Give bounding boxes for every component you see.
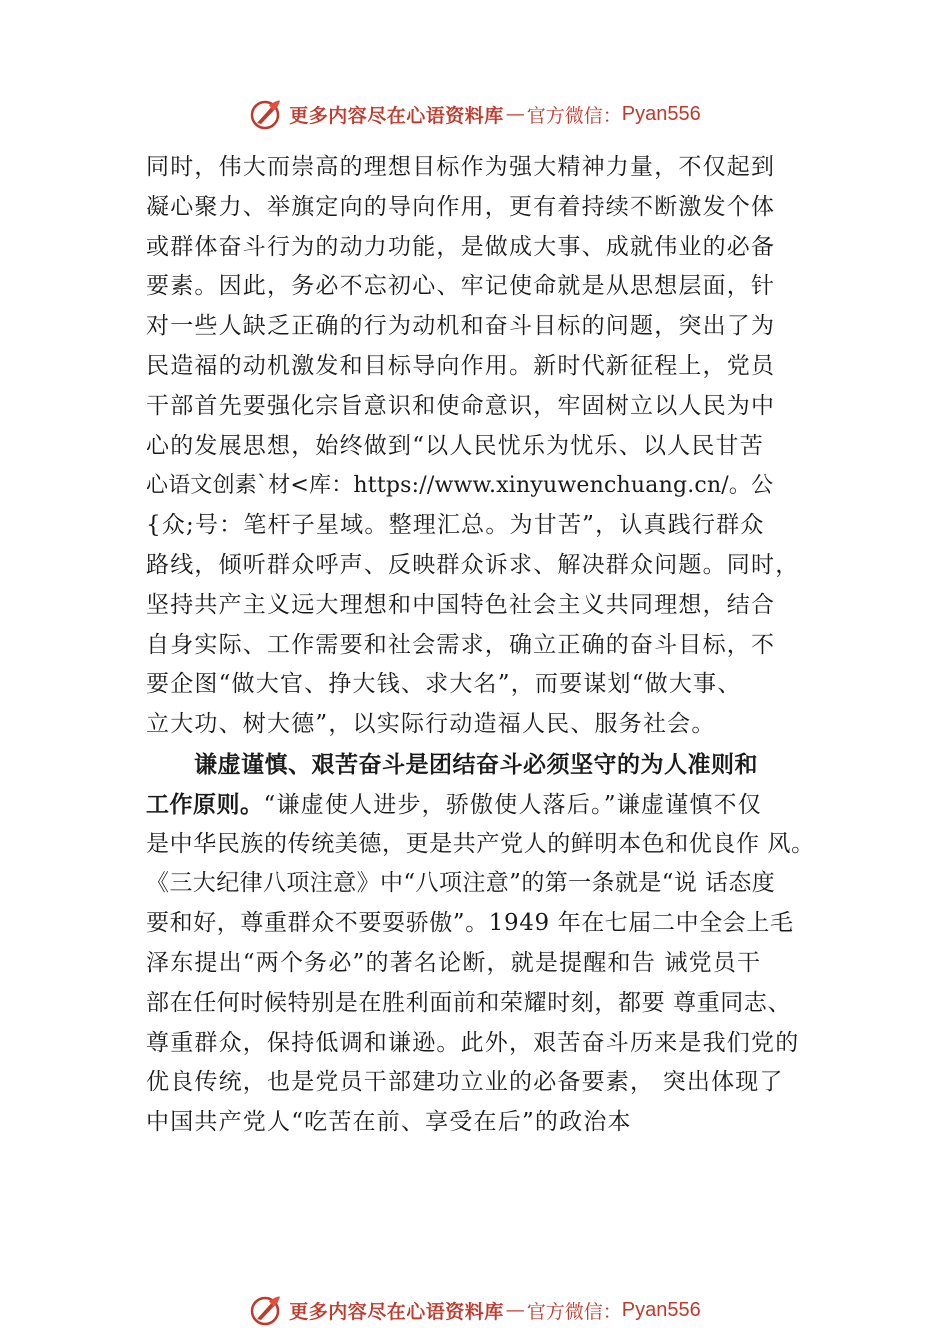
quill-logo-icon: [249, 1293, 283, 1327]
text-line: 凝心聚力、举旗定向的导向作用，更有着持续不断激发个体: [146, 193, 776, 220]
text-line: 心的发展思想，始终做到“以人民忧乐为忧乐、以人民甘苦: [146, 432, 764, 459]
bold-lead-text: 工作原则。: [146, 790, 264, 817]
text-line: 对一些人缺乏正确的行为动机和奋斗目标的问题，突出了为: [146, 313, 776, 340]
text-line: 要企图“做大官、挣大钱、求大名”，而要谋划“做大事、: [146, 671, 742, 698]
quill-logo-icon: [249, 97, 283, 131]
text-line: 干部首先要强化宗旨意识和使命意识，牢固树立以人民为中: [146, 392, 776, 419]
text-line: 中国共产党人“吃苦在前、享受在后”的政治本: [146, 1109, 632, 1136]
text-line: 民造福的动机激发和目标导向作用。新时代新征程上，党员: [146, 352, 776, 379]
text-line: 是中华民族的传统美德，更是共产党人的鲜明本色和优良作 风。: [146, 830, 815, 857]
document-body: [146, 148, 846, 1143]
header-banner: [0, 92, 950, 136]
banner-wechat-label: 官方微信：: [526, 1300, 622, 1323]
text-line: 路线，倾听群众呼声、反映群众诉求、解决群众问题。同时，: [146, 551, 800, 578]
text-line: 或群体奋斗行为的动力功能，是做成大事、成就伟业的必备: [146, 233, 776, 260]
paragraph-1: [146, 148, 846, 745]
text-line: 尊重群众，保持低调和谦逊。此外，艰苦奋斗历来是我们党的: [146, 1029, 800, 1056]
banner-wechat-id: Pyan556: [621, 1298, 701, 1321]
banner-title: 更多内容尽在心语资料库: [289, 104, 504, 127]
text-line: 《三大纪律八项注意》中“八项注意”的第一条就是“说 话态度: [146, 870, 776, 897]
banner-title: 更多内容尽在心语资料库: [289, 1300, 504, 1323]
banner-dash: —: [505, 103, 525, 125]
text-line: 立大功、树大德”，以实际行动造福人民、服务社会。: [146, 711, 716, 738]
banner-wechat-label: 官方微信：: [526, 104, 622, 127]
text-line: [146, 745, 846, 785]
text-line: 同时，伟大而崇高的理想目标作为强大精神力量，不仅起到: [146, 154, 776, 180]
text-line: 要和好，尊重群众不要耍骄傲”。1949 年在七届二中全会上毛: [146, 910, 794, 937]
banner-dash: —: [505, 1299, 525, 1321]
text-line: 优良传统，也是党员干部建功立业的必备要素， 突出体现了: [146, 1069, 784, 1096]
bold-lead-text: 谦虚谨慎、艰苦奋斗是团结奋斗必须坚守的为人准则和: [194, 750, 758, 777]
paragraph-2: [146, 745, 846, 1143]
banner-wechat-id: Pyan556: [621, 102, 701, 125]
quote-text: “谦虚使人进步，骄傲使人落后。”谦虚谨慎不仅: [263, 791, 762, 818]
text-line: 坚持共产主义远大理想和中国特色社会主义共同理想，结合: [146, 591, 776, 618]
text-line: 自身实际、工作需要和社会需求，确立正确的奋斗目标，不: [146, 631, 776, 658]
text-line: [146, 785, 846, 825]
text-line: 部在任何时候特别是在胜利面前和荣耀时刻，都要 尊重同志、: [146, 989, 792, 1016]
text-line: 心语文创素`材<库：https://www.xinyuwenchuang.cn/。公: [146, 473, 774, 499]
footer-banner: [0, 1288, 950, 1332]
text-line: 要素。因此，务必不忘初心、牢记使命就是从思想层面，针: [146, 273, 776, 300]
text-line: {众;号：笔杆子星域。整理汇总。为甘苦”，认真践行群众: [146, 512, 765, 539]
text-line: 泽东提出“两个务必”的著名论断，就是提醒和告 诫党员干: [146, 949, 762, 976]
